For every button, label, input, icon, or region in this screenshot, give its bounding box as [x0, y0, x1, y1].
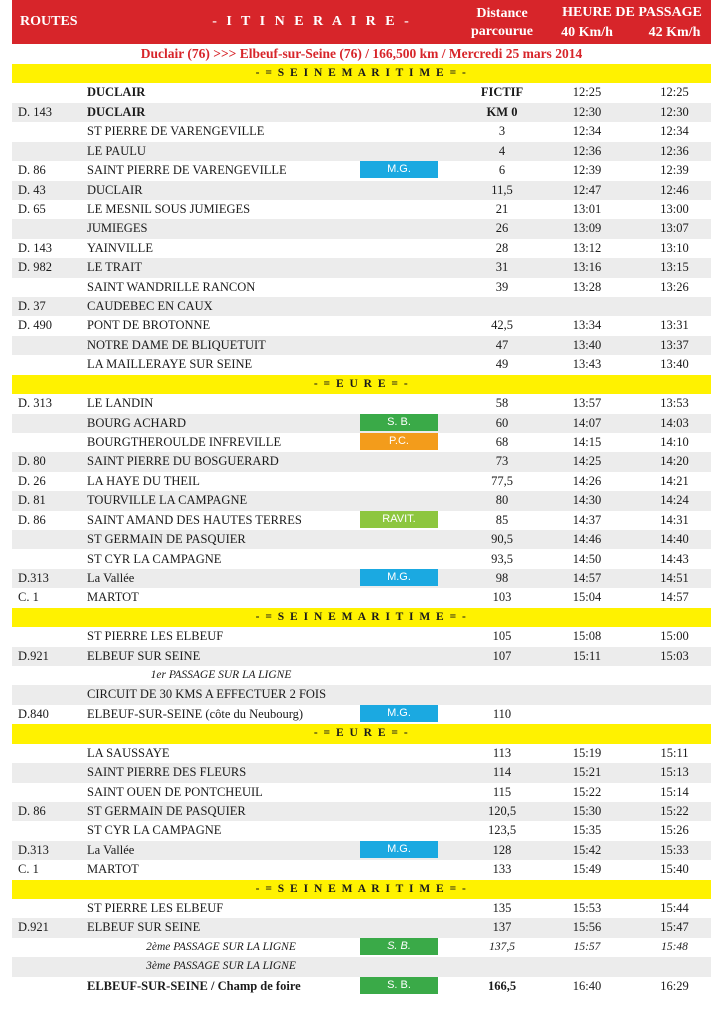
table-header [12, 0, 711, 44]
route-cell: D.313 [18, 570, 49, 585]
place-name-cell: ST CYR LA CAMPAGNE [87, 823, 222, 838]
place-name-cell: SAINT PIERRE DE VARENGEVILLE [87, 163, 287, 178]
table-row [12, 122, 711, 141]
place-name-cell: YAINVILLE [87, 240, 153, 255]
table-row [12, 569, 711, 588]
table-row [12, 297, 711, 316]
time-42-cell: 15:40 [660, 862, 689, 877]
time-42-cell: 14:20 [660, 454, 689, 469]
time-40-cell: 14:57 [572, 570, 602, 585]
place-name-cell: 1er PASSAGE SUR LA LIGNE [150, 669, 292, 682]
place-name-cell: ELBEUF-SUR-SEINE / Champ de foire [87, 978, 301, 993]
table-row [12, 316, 711, 335]
department-header: - = S E I N E M A R I T I M E = - [12, 880, 711, 899]
passage-note-row [12, 938, 711, 957]
route-cell: D.921 [18, 920, 49, 935]
badge-mg: M.G. [360, 841, 438, 858]
table-row [12, 142, 711, 161]
table-row [12, 685, 711, 704]
place-name-cell: DUCLAIR [87, 182, 143, 197]
time-42-cell: 15:03 [660, 648, 689, 663]
table-row [12, 336, 711, 355]
time-42-cell: 14:10 [660, 434, 689, 449]
place-name-cell: CIRCUIT DE 30 KMS A EFFECTUER 2 FOIS [87, 687, 327, 702]
time-40-cell: 14:30 [572, 493, 602, 508]
time-40-cell: 12:39 [572, 163, 602, 178]
time-40-cell: 15:30 [572, 803, 602, 818]
time-42-cell: 12:34 [660, 124, 689, 139]
route-cell: D. 86 [18, 803, 46, 818]
distance-cell: 166,5 [487, 978, 517, 993]
table-row [12, 763, 711, 782]
table-row [12, 783, 711, 802]
table-row [12, 550, 711, 569]
distance-cell: 73 [495, 454, 509, 469]
time-42-cell: 12:25 [660, 85, 689, 100]
department-header: - = S E I N E M A R I T I M E = - [12, 64, 711, 83]
place-name-cell: LE MESNIL SOUS JUMIEGES [87, 201, 251, 216]
place-name-cell: TOURVILLE LA CAMPAGNE [87, 493, 248, 508]
table-row [12, 511, 711, 530]
distance-cell: 98 [495, 570, 509, 585]
distance-cell: 80 [495, 493, 509, 508]
time-42-cell: 14:24 [660, 493, 689, 508]
badge-sb: S. B. [360, 414, 438, 431]
place-name-cell: CAUDEBEC EN CAUX [87, 299, 213, 314]
time-40-cell: 14:15 [572, 434, 602, 449]
distance-cell: 93,5 [491, 551, 513, 566]
time-40-cell: 13:40 [572, 337, 602, 352]
table-row [12, 647, 711, 666]
route-cell: C. 1 [18, 862, 39, 877]
place-name-cell: LE LANDIN [87, 396, 154, 411]
time-40-cell: 14:50 [572, 551, 602, 566]
header-speed-40: 40 Km/h [561, 25, 613, 40]
time-42-cell: 15:13 [660, 765, 689, 780]
place-name-cell: PONT DE BROTONNE [87, 318, 211, 333]
place-name-cell: SAINT AMAND DES HAUTES TERRES [87, 512, 302, 527]
route-cell: D. 80 [18, 454, 46, 469]
place-name-cell: ST PIERRE LES ELBEUF [87, 901, 224, 916]
badge-mg: M.G. [360, 161, 438, 178]
route-cell: D.921 [18, 648, 49, 663]
time-40-cell: 13:16 [572, 260, 602, 275]
department-header: - = E U R E = - [12, 724, 711, 743]
badge-mg: M.G. [360, 569, 438, 586]
distance-cell: 120,5 [487, 803, 517, 818]
distance-cell: 85 [495, 512, 509, 527]
place-name-cell: La Vallée [87, 842, 135, 857]
time-40-cell: 15:04 [572, 590, 602, 605]
distance-cell: 11,5 [491, 182, 513, 197]
time-40-cell: 13:28 [572, 279, 602, 294]
table-row [12, 588, 711, 607]
table-row [12, 200, 711, 219]
route-cell: D. 143 [18, 240, 53, 255]
distance-cell: 135 [492, 901, 512, 916]
place-name-cell: LA HAYE DU THEIL [87, 473, 200, 488]
time-40-cell: 12:34 [572, 124, 602, 139]
department-header: - = S E I N E M A R I T I M E = - [12, 608, 711, 627]
time-40-cell: 15:35 [572, 823, 602, 838]
passage-note-row [12, 957, 711, 976]
time-42-cell: 14:40 [660, 532, 689, 547]
time-40-cell: 13:09 [572, 221, 602, 236]
distance-cell: 77,5 [491, 473, 513, 488]
distance-cell: 4 [498, 143, 506, 158]
time-42-cell: 13:00 [660, 201, 689, 216]
route-cell: D. 81 [18, 493, 46, 508]
place-name-cell: MARTOT [87, 590, 139, 605]
place-name-cell: LE PAULU [87, 143, 146, 158]
header-routes: ROUTES [20, 14, 78, 29]
time-42-cell: 12:36 [660, 143, 689, 158]
time-42-cell: 12:46 [660, 182, 689, 197]
table-row [12, 414, 711, 433]
table-row [12, 530, 711, 549]
place-name-cell: ST CYR LA CAMPAGNE [87, 551, 222, 566]
distance-cell: 21 [495, 201, 509, 216]
place-name-cell: SAINT PIERRE DU BOSGUERARD [87, 454, 279, 469]
time-40-cell: 12:30 [572, 104, 602, 119]
place-name-cell: La Vallée [87, 570, 135, 585]
time-40-cell: 14:25 [572, 454, 602, 469]
badge-sb: S. B. [360, 977, 438, 994]
table-row [12, 83, 711, 102]
distance-cell: FICTIF [480, 85, 524, 100]
table-row [12, 219, 711, 238]
time-42-cell: 14:03 [660, 415, 689, 430]
time-42-cell: 12:30 [660, 104, 689, 119]
header-heure-de-passage: HEURE DE PASSAGE [562, 5, 702, 20]
table-row [12, 452, 711, 471]
route-cell: D.313 [18, 842, 49, 857]
badge-ravit: RAVIT. [360, 511, 438, 528]
table-row [12, 278, 711, 297]
route-cell: D. 313 [18, 396, 53, 411]
time-40-cell: 15:08 [572, 629, 602, 644]
distance-cell: 31 [495, 260, 509, 275]
distance-cell: 115 [492, 784, 512, 799]
time-40-cell: 14:37 [572, 512, 602, 527]
table-row [12, 394, 711, 413]
route-cell: D. 86 [18, 512, 46, 527]
place-name-cell: ST GERMAIN DE PASQUIER [87, 803, 246, 818]
place-name-cell: DUCLAIR [87, 85, 146, 100]
table-row [12, 899, 711, 918]
time-42-cell: 13:07 [660, 221, 689, 236]
passage-note-row [12, 666, 711, 685]
place-name-cell: LA MAILLERAYE SUR SEINE [87, 357, 253, 372]
route-cell: D. 43 [18, 182, 46, 197]
distance-cell: 137,5 [489, 940, 515, 953]
header-itineraire: - I T I N E R A I R E - [212, 14, 412, 29]
place-name-cell: ST PIERRE LES ELBEUF [87, 629, 224, 644]
table-row [12, 627, 711, 646]
time-40-cell: 15:53 [572, 901, 602, 916]
time-40-cell: 13:34 [572, 318, 602, 333]
table-row [12, 744, 711, 763]
route-cell: D. 490 [18, 318, 53, 333]
route-cell: D. 65 [18, 201, 46, 216]
place-name-cell: NOTRE DAME DE BLIQUETUIT [87, 337, 266, 352]
table-row [12, 918, 711, 937]
place-name-cell: SAINT WANDRILLE RANCON [87, 279, 256, 294]
time-42-cell: 13:37 [660, 337, 689, 352]
route-cell: D. 26 [18, 473, 46, 488]
time-40-cell: 15:11 [572, 648, 601, 663]
route-cell: D. 143 [18, 104, 53, 119]
distance-cell: 107 [492, 648, 512, 663]
time-40-cell: 13:01 [572, 201, 602, 216]
time-42-cell: 15:00 [660, 629, 689, 644]
table-row [12, 491, 711, 510]
place-name-cell: BOURG ACHARD [87, 415, 186, 430]
race-subtitle: Duclair (76) >>> Elbeuf-sur-Seine (76) / 166,500 km / Mercredi 25 mars 2014 [140, 46, 583, 61]
time-40-cell: 16:40 [572, 978, 602, 993]
table-row [12, 161, 711, 180]
table-row [12, 258, 711, 277]
route-cell: C. 1 [18, 590, 39, 605]
distance-cell: 26 [495, 221, 509, 236]
distance-cell: 113 [492, 745, 512, 760]
distance-cell: 90,5 [491, 532, 513, 547]
place-name-cell: ST PIERRE DE VARENGEVILLE [87, 124, 265, 139]
time-42-cell: 16:29 [660, 978, 689, 993]
time-42-cell: 15:22 [660, 803, 689, 818]
time-40-cell: 13:12 [572, 240, 602, 255]
table-row [12, 802, 711, 821]
distance-cell: 42,5 [491, 318, 513, 333]
place-name-cell: 3ème PASSAGE SUR LA LIGNE [146, 960, 296, 973]
time-40-cell: 12:25 [572, 85, 602, 100]
time-42-cell: 15:26 [660, 823, 689, 838]
time-40-cell: 13:43 [572, 357, 602, 372]
distance-cell: 110 [492, 706, 512, 721]
place-name-cell: ELBEUF-SUR-SEINE (côte du Neubourg) [87, 706, 304, 721]
distance-cell: 133 [492, 862, 512, 877]
place-name-cell: JUMIEGES [87, 221, 148, 236]
time-40-cell: 14:46 [572, 532, 602, 547]
time-42-cell: 13:15 [660, 260, 689, 275]
time-40-cell: 14:26 [572, 473, 602, 488]
distance-cell: 49 [495, 357, 509, 372]
time-42-cell: 14:57 [660, 590, 689, 605]
department-header: - = E U R E = - [12, 375, 711, 394]
time-40-cell: 15:42 [572, 842, 602, 857]
time-40-cell: 12:47 [572, 182, 602, 197]
time-42-cell: 14:21 [660, 473, 689, 488]
table-row [12, 239, 711, 258]
time-42-cell: 13:10 [660, 240, 689, 255]
time-40-cell: 15:57 [573, 940, 601, 953]
distance-cell: 39 [495, 279, 509, 294]
distance-cell: 123,5 [487, 823, 517, 838]
badge-mg: M.G. [360, 705, 438, 722]
time-40-cell: 13:57 [572, 396, 602, 411]
table-row [12, 705, 711, 724]
distance-cell: 128 [492, 842, 512, 857]
time-40-cell: 12:36 [572, 143, 602, 158]
distance-cell: 114 [492, 765, 512, 780]
time-42-cell: 13:40 [660, 357, 689, 372]
place-name-cell: LA SAUSSAYE [87, 745, 170, 760]
route-cell: D.840 [18, 706, 49, 721]
place-name-cell: SAINT PIERRE DES FLEURS [87, 765, 247, 780]
distance-cell: 103 [492, 590, 512, 605]
time-42-cell: 15:47 [660, 920, 689, 935]
header-parcourue: parcourue [471, 24, 533, 39]
time-42-cell: 12:39 [660, 163, 689, 178]
time-42-cell: 14:43 [660, 551, 689, 566]
time-42-cell: 15:14 [660, 784, 689, 799]
distance-cell: 28 [495, 240, 509, 255]
table-row [12, 977, 711, 996]
place-name-cell: DUCLAIR [87, 104, 146, 119]
place-name-cell: MARTOT [87, 862, 139, 877]
table-row [12, 860, 711, 879]
time-42-cell: 15:33 [660, 842, 689, 857]
place-name-cell: 2ème PASSAGE SUR LA LIGNE [146, 940, 296, 953]
table-row [12, 355, 711, 374]
distance-cell: 137 [492, 920, 512, 935]
header-distance: Distance [476, 6, 528, 21]
table-row [12, 472, 711, 491]
time-42-cell: 13:53 [660, 396, 689, 411]
time-42-cell: 13:26 [660, 279, 689, 294]
place-name-cell: LE TRAIT [87, 260, 142, 275]
route-cell: D. 982 [18, 260, 53, 275]
time-42-cell: 14:51 [660, 570, 689, 585]
time-40-cell: 15:19 [572, 745, 602, 760]
table-row [12, 841, 711, 860]
time-42-cell: 15:11 [660, 745, 689, 760]
time-40-cell: 15:56 [572, 920, 602, 935]
table-row [12, 433, 711, 452]
distance-cell: 60 [495, 415, 509, 430]
table-row [12, 821, 711, 840]
time-40-cell: 14:07 [572, 415, 602, 430]
distance-cell: 68 [495, 434, 509, 449]
badge-sb: S. B. [360, 938, 438, 955]
time-42-cell: 15:48 [661, 940, 688, 953]
distance-cell: 6 [498, 163, 506, 178]
place-name-cell: BOURGTHEROULDE INFREVILLE [87, 434, 282, 449]
header-speed-42: 42 Km/h [648, 25, 701, 40]
badge-pc: P.C. [360, 433, 438, 450]
route-cell: D. 37 [18, 299, 46, 314]
time-40-cell: 15:49 [572, 862, 602, 877]
distance-cell: 3 [498, 124, 506, 139]
place-name-cell: ELBEUF SUR SEINE [87, 648, 201, 663]
route-cell: D. 86 [18, 163, 46, 178]
time-42-cell: 13:31 [660, 318, 689, 333]
table-row [12, 181, 711, 200]
time-42-cell: 15:44 [660, 901, 689, 916]
place-name-cell: ST GERMAIN DE PASQUIER [87, 532, 246, 547]
time-42-cell: 14:31 [660, 512, 689, 527]
distance-cell: 47 [495, 337, 509, 352]
distance-cell: 105 [492, 629, 512, 644]
place-name-cell: SAINT OUEN DE PONTCHEUIL [87, 784, 263, 799]
place-name-cell: ELBEUF SUR SEINE [87, 920, 201, 935]
distance-cell: KM 0 [486, 104, 518, 119]
table-row [12, 103, 711, 122]
time-40-cell: 15:22 [572, 784, 602, 799]
distance-cell: 58 [495, 396, 509, 411]
time-40-cell: 15:21 [572, 765, 602, 780]
